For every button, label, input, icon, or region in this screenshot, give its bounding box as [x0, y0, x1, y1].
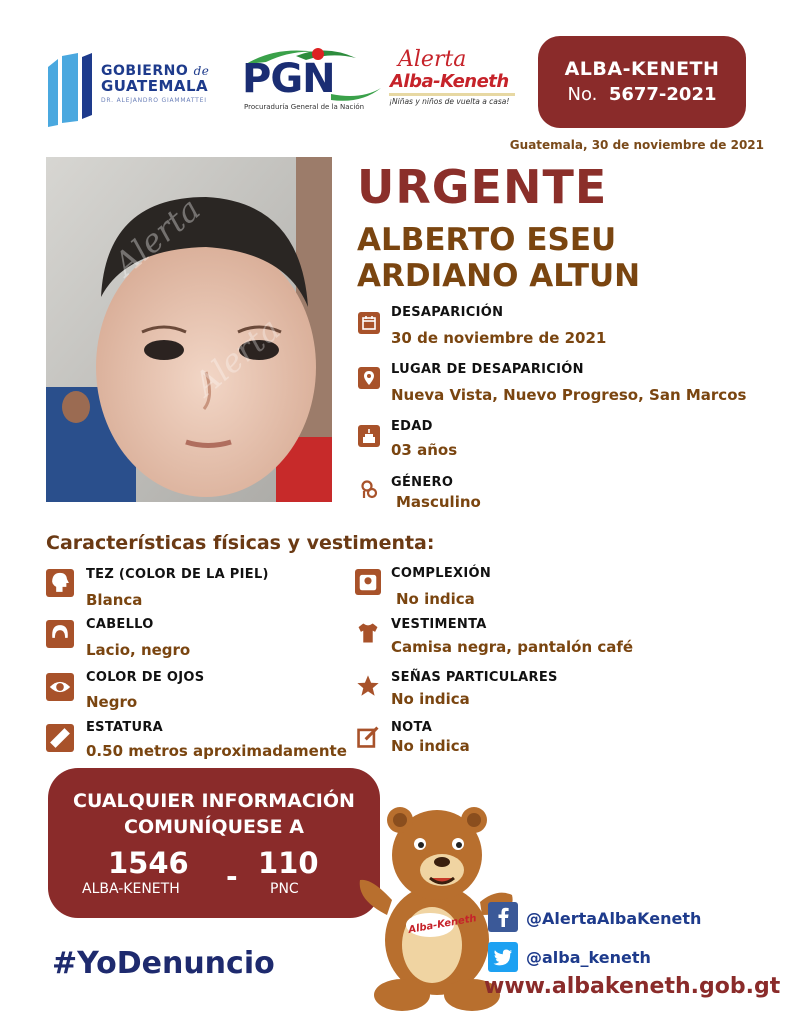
alerta-name-text: Alba-Keneth [390, 71, 509, 92]
hair-icon [46, 620, 74, 648]
eye-icon [46, 673, 74, 701]
calendar-icon [358, 312, 380, 334]
birthday-cake-icon [358, 425, 380, 447]
hashtag-yodenuncio: #YoDenuncio [52, 946, 275, 981]
pgn-subtitle: Procuraduría General de la Nación [244, 103, 365, 111]
genero-value: Masculino [396, 493, 481, 511]
contact-line1: CUALQUIER INFORMACIÓN [73, 790, 355, 812]
alerta-script-text: Alerta [398, 47, 467, 72]
lugar-value: Nueva Vista, Nuevo Progreso, San Marcos [391, 386, 747, 404]
gobierno-logo-text: GOBIERNO de GUATEMALA DR. ALEJANDRO GIAMMATTEI [101, 63, 210, 104]
alerta-tagline: ¡Niñas y niños de vuelta a casa! [389, 97, 510, 106]
phone-pnc-label: PNC [270, 881, 299, 897]
gender-icon [358, 478, 380, 500]
case-number-badge [538, 36, 746, 128]
facebook-icon[interactable] [488, 902, 518, 932]
contact-line2: COMUNÍQUESE A [124, 816, 304, 838]
twitter-icon[interactable] [488, 942, 518, 972]
estatura-value: 0.50 metros aproximadamente [86, 742, 347, 760]
senas-value: No indica [391, 690, 470, 708]
tez-value: Blanca [86, 591, 143, 609]
alert-date: Guatemala, 30 de noviembre de 2021 [509, 138, 764, 152]
characteristics-heading: Características físicas y vestimenta: [46, 532, 435, 554]
phone-separator: - [226, 860, 238, 893]
missing-person-name: ALBERTO ESEU ARDIANO ALTUN [357, 222, 641, 294]
lugar-label: LUGAR DE DESAPARICIÓN [391, 362, 584, 377]
desaparicion-label: DESAPARICIÓN [391, 305, 504, 320]
bear-badge-text: Alba-Keneth [407, 913, 478, 936]
desaparicion-value: 30 de noviembre de 2021 [391, 329, 607, 347]
phone-alba-keneth-label: ALBA-KENETH [82, 881, 180, 897]
pgn-wordmark: PGN [242, 56, 335, 102]
contact-info-box [48, 768, 380, 918]
nota-value: No indica [391, 737, 470, 755]
nota-label: NOTA [391, 720, 433, 735]
svg-text:Alerta: Alerta [186, 310, 288, 404]
phone-pnc: 110 [258, 846, 319, 880]
tez-label: TEZ (COLOR DE LA PIEL) [86, 567, 269, 582]
ojos-label: COLOR DE OJOS [86, 670, 205, 685]
shirt-icon [355, 620, 381, 646]
note-edit-icon [355, 724, 381, 750]
estatura-label: ESTATURA [86, 720, 164, 735]
missing-child-photo [46, 157, 332, 502]
cabello-value: Lacio, negro [86, 641, 191, 659]
vestimenta-value: Camisa negra, pantalón café [391, 638, 634, 656]
cabello-label: CABELLO [86, 617, 154, 632]
location-pin-icon [358, 367, 380, 389]
badge-title: ALBA-KENETH [564, 58, 720, 80]
head-profile-icon [46, 569, 74, 597]
svg-text:Alerta: Alerta [106, 190, 208, 284]
complexion-value: No indica [396, 590, 475, 608]
website-link[interactable]: www.albakeneth.gob.gt [484, 974, 781, 999]
alerta-underline [389, 93, 515, 96]
phone-alba-keneth: 1546 [108, 846, 189, 880]
senas-label: SEÑAS PARTICULARES [391, 670, 558, 685]
twitter-handle[interactable]: @alba_keneth [526, 948, 651, 967]
complexion-label: COMPLEXIÓN [391, 566, 492, 581]
ojos-value: Negro [86, 693, 138, 711]
vestimenta-label: VESTIMENTA [391, 617, 487, 632]
genero-label: GÉNERO [391, 475, 454, 490]
edad-value: 03 años [391, 441, 458, 459]
scale-icon [355, 569, 381, 595]
edad-label: EDAD [391, 419, 433, 434]
star-icon [355, 673, 381, 699]
badge-number: No. 5677-2021 [567, 84, 717, 105]
urgent-heading: URGENTE [357, 160, 608, 214]
facebook-handle[interactable]: @AlertaAlbaKeneth [526, 909, 702, 928]
ruler-icon [46, 724, 74, 752]
gobierno-flag-logo [48, 53, 92, 127]
